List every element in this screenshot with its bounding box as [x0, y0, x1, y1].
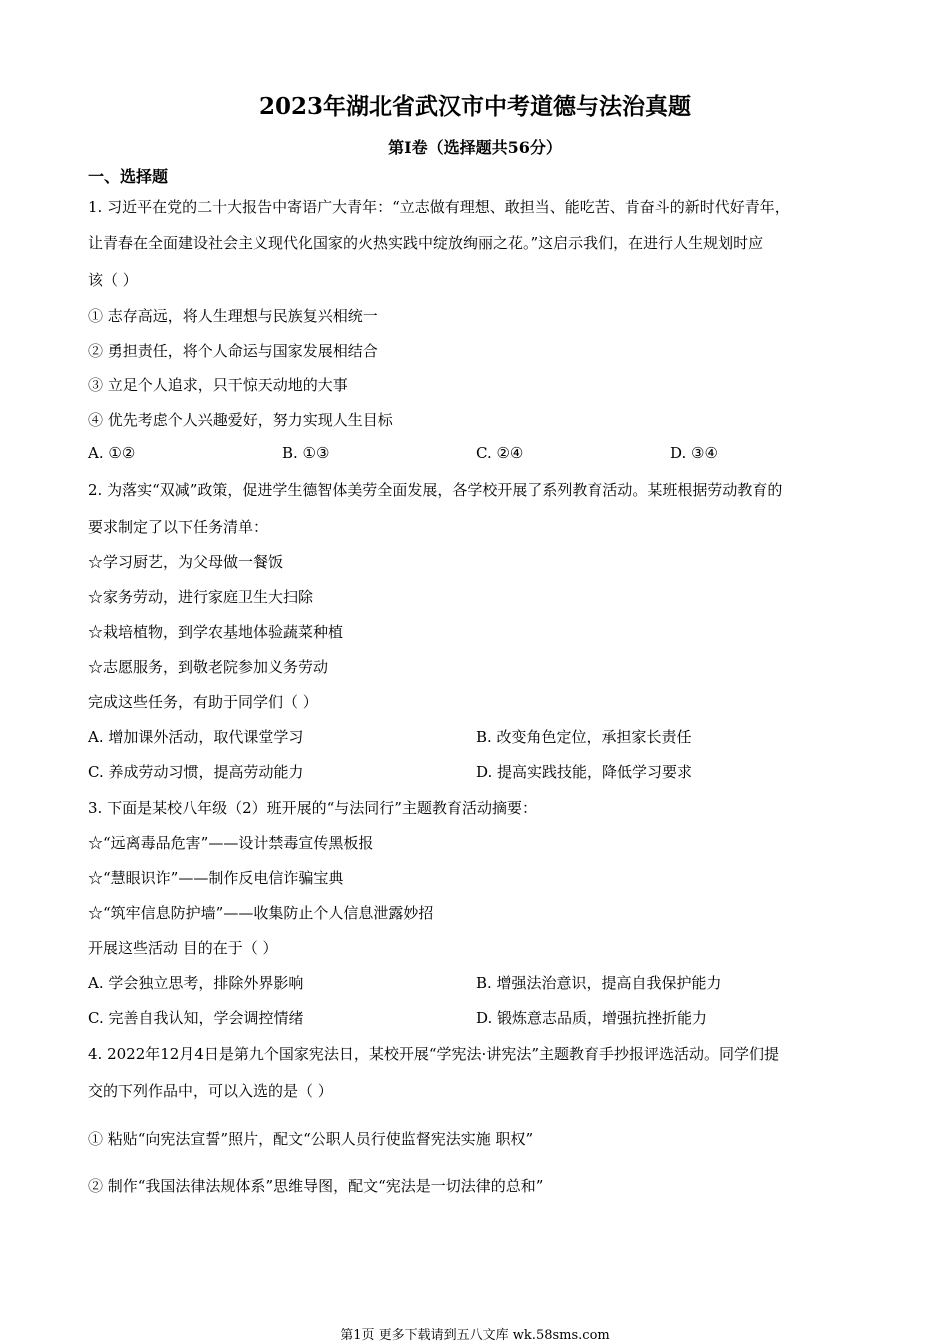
question-3-item: ☆“筑牢信息防护墙”——收集防止个人信息泄露妙招: [88, 904, 434, 922]
page-title: 2023年湖北省武汉市中考道德与法治真题: [258, 93, 691, 120]
question-2-option-c: C. 养成劳动习惯，提高劳动能力: [88, 763, 304, 781]
question-4-item: ① 粘贴“向宪法宣誓”照片，配文“公职人员行使监督宪法实施 职权”: [88, 1130, 534, 1148]
question-2-option-d: D. 提高实践技能，降低学习要求: [476, 763, 693, 781]
question-3-item: ☆“慧眼识诈”——制作反电信诈骗宝典: [88, 869, 344, 887]
question-2-prompt: 完成这些任务，有助于同学们（ ）: [88, 693, 318, 711]
question-3-option-d: D. 锻炼意志品质，增强抗挫折能力: [476, 1009, 708, 1027]
question-2-stem-line: 要求制定了以下任务清单：: [88, 518, 269, 536]
question-1-item: ① 志存高远，将人生理想与民族复兴相统一: [88, 307, 378, 325]
question-1-item: ④ 优先考虑个人兴趣爱好，努力实现人生目标: [88, 411, 393, 429]
question-3-option-c: C. 完善自我认知，学会调控情绪: [88, 1009, 304, 1027]
question-1-stem-line: 该（ ）: [88, 271, 138, 289]
question-1-stem-line: 让青春在全面建设社会主义现代化国家的火热实践中绽放绚丽之花。”这启示我们，在进行人生规划时应: [88, 234, 764, 252]
question-3-stem-line: 3. 下面是某校八年级（2）班开展的“与法同行”主题教育活动摘要：: [88, 799, 537, 817]
question-3-item: ☆“远离毒品危害”——设计禁毒宣传黑板报: [88, 834, 374, 852]
part-subtitle: 第I卷（选择题共56分）: [388, 138, 562, 157]
question-2-item: ☆家务劳动，进行家庭卫生大扫除: [88, 588, 314, 606]
question-4-item: ② 制作“我国法律法规体系”思维导图，配文“宪法是一切法律的总和”: [88, 1177, 544, 1195]
question-4-stem-line: 4. 2022年12月4日是第九个国家宪法日，某校开展“学宪法·讲宪法”主题教育手抄报评选活动。同学们提: [88, 1045, 779, 1063]
question-2-option-a: A. 增加课外活动，取代课堂学习: [88, 728, 304, 746]
section-heading: 一、选择题: [88, 167, 169, 186]
question-1-option-c: C. ②④: [476, 444, 524, 462]
question-2-item: ☆志愿服务，到敬老院参加义务劳动: [88, 658, 329, 676]
question-1-option-b: B. ①③: [282, 444, 330, 462]
question-1-item: ② 勇担责任，将个人命运与国家发展相结合: [88, 342, 378, 360]
question-2-item: ☆学习厨艺，为父母做一餐饭: [88, 553, 284, 571]
question-1-stem-line: 1. 习近平在党的二十大报告中寄语广大青年：“立志做有理想、敢担当、能吃苦、肯奋斗的新时代好青年，: [88, 198, 790, 216]
page-footer: 第1页 更多下载请到五八文库 wk.58sms.com: [340, 1328, 610, 1343]
question-4-stem-line: 交的下列作品中，可以入选的是（ ）: [88, 1082, 333, 1100]
question-2-item: ☆栽培植物，到学农基地体验蔬菜种植: [88, 623, 344, 641]
question-3-option-b: B. 增强法治意识，提高自我保护能力: [476, 974, 722, 992]
question-1-option-a: A. ①②: [88, 444, 136, 462]
question-1-option-d: D. ③④: [670, 444, 718, 462]
question-2-option-b: B. 改变角色定位，承担家长责任: [476, 728, 692, 746]
question-3-prompt: 开展这些活动 目的在于（ ）: [88, 939, 278, 957]
question-1-item: ③ 立足个人追求，只干惊天动地的大事: [88, 376, 348, 394]
question-2-stem-line: 2. 为落实“双减”政策，促进学生德智体美劳全面发展，各学校开展了系列教育活动。某班根据劳动教育的: [88, 481, 783, 499]
question-3-option-a: A. 学会独立思考，排除外界影响: [88, 974, 304, 992]
